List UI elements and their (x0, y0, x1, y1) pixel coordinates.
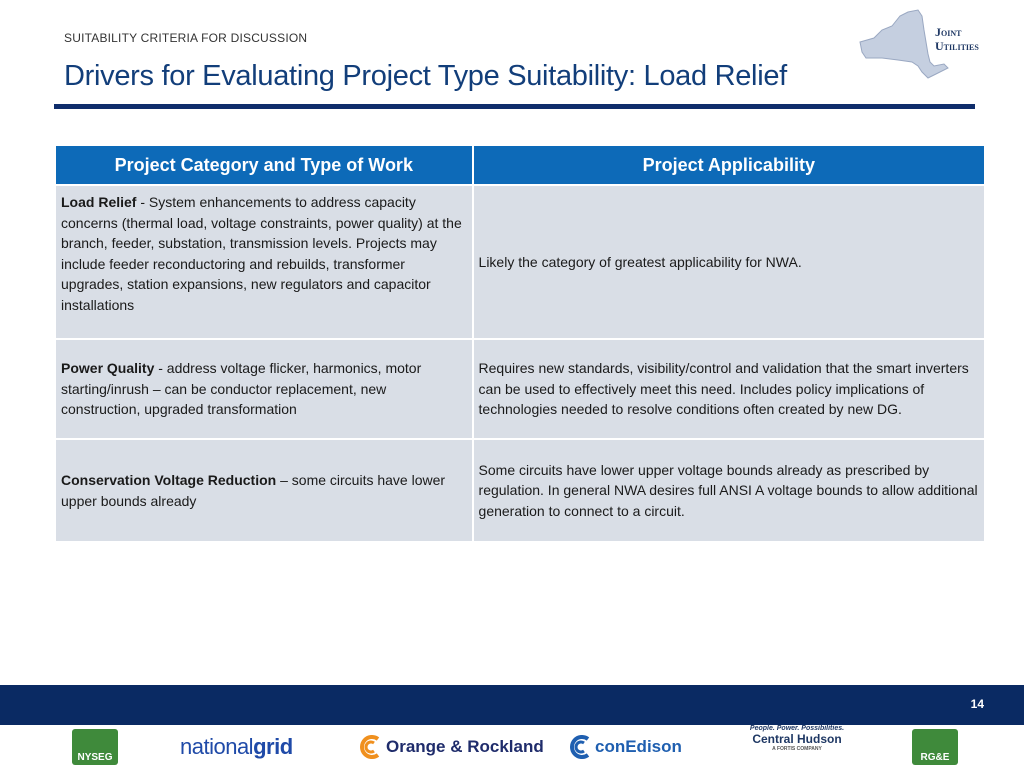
category-text: - address voltage flicker, harmonics, motor starting/inrush – can be conductor replacement, new construction, upgraded transformation (61, 360, 422, 418)
brand-line-2: Utilities (935, 39, 979, 53)
category-cell (56, 340, 472, 438)
applicability-cell: Requires new standards, visibility/control and validation that the smart inverters can be used to effectively meet this need. Includes policy implications of technologies needed to resolve conditions often created by new DG. (474, 340, 984, 438)
column-header-applicability: Project Applicability (474, 146, 984, 184)
national-grid-text-b: grid (253, 734, 293, 759)
joint-utilities-logo (852, 8, 1002, 84)
category-text: – some circuits have lower upper bounds already (61, 472, 446, 509)
category-label: Power Quality (61, 360, 155, 377)
suitability-table (54, 144, 986, 543)
applicability-cell: Likely the category of greatest applicability for NWA. (474, 186, 984, 338)
orange-rockland-text: Orange & Rockland (386, 737, 544, 756)
category-label: Load Relief (61, 194, 137, 210)
table-row (56, 340, 984, 438)
category-text: - System enhancements to address capacity concerns (thermal load, voltage constraints, power quality) at the branch, feeder, substation, transmission levels. Projects may include feeder reconductoring and rebuilds, transformer upgrades, station expansions, new regulators and capacitor installations (61, 194, 462, 313)
central-hudson-tagline: People. Power. Possibilities. (749, 725, 845, 732)
page-title: Drivers for Evaluating Project Type Suitability: Load Relief (64, 60, 787, 92)
footer-bar (0, 685, 1024, 725)
orange-rockland-icon (358, 735, 382, 759)
page-number: 14 (970, 697, 984, 711)
conedison-logo (568, 729, 682, 765)
title-divider (54, 104, 975, 109)
central-hudson-sub: A FORTIS COMPANY (772, 746, 822, 752)
category-cell (56, 440, 472, 541)
nyseg-logo-text: NYSEG (77, 752, 113, 763)
central-hudson-text: Central Hudson (752, 732, 842, 746)
column-header-category: Project Category and Type of Work (56, 146, 472, 184)
conedison-icon (568, 735, 592, 759)
category-label: Conservation Voltage Reduction (61, 472, 277, 488)
nyseg-logo (72, 729, 118, 765)
brand-wordmark (935, 25, 979, 53)
brand-line-1: Joint (935, 25, 962, 39)
conedison-text: conEdison (595, 737, 682, 756)
utility-logo-strip (0, 725, 1024, 768)
central-hudson-logo (742, 725, 852, 768)
rge-logo-text: RG&E (920, 752, 950, 763)
national-grid-logo (180, 729, 293, 765)
table-row (56, 440, 984, 541)
table-header-row (56, 146, 984, 184)
table-row (56, 186, 984, 338)
category-cell (56, 186, 472, 338)
section-kicker: SUITABILITY CRITERIA FOR DISCUSSION (64, 31, 308, 45)
orange-rockland-logo (358, 729, 544, 765)
applicability-cell: Some circuits have lower upper voltage bounds already as prescribed by regulation. In general NWA desires full ANSI A voltage bounds to allow additional generation to connect to a circuit. (474, 440, 984, 541)
national-grid-text-a: national (180, 734, 254, 759)
rge-logo (912, 729, 958, 765)
